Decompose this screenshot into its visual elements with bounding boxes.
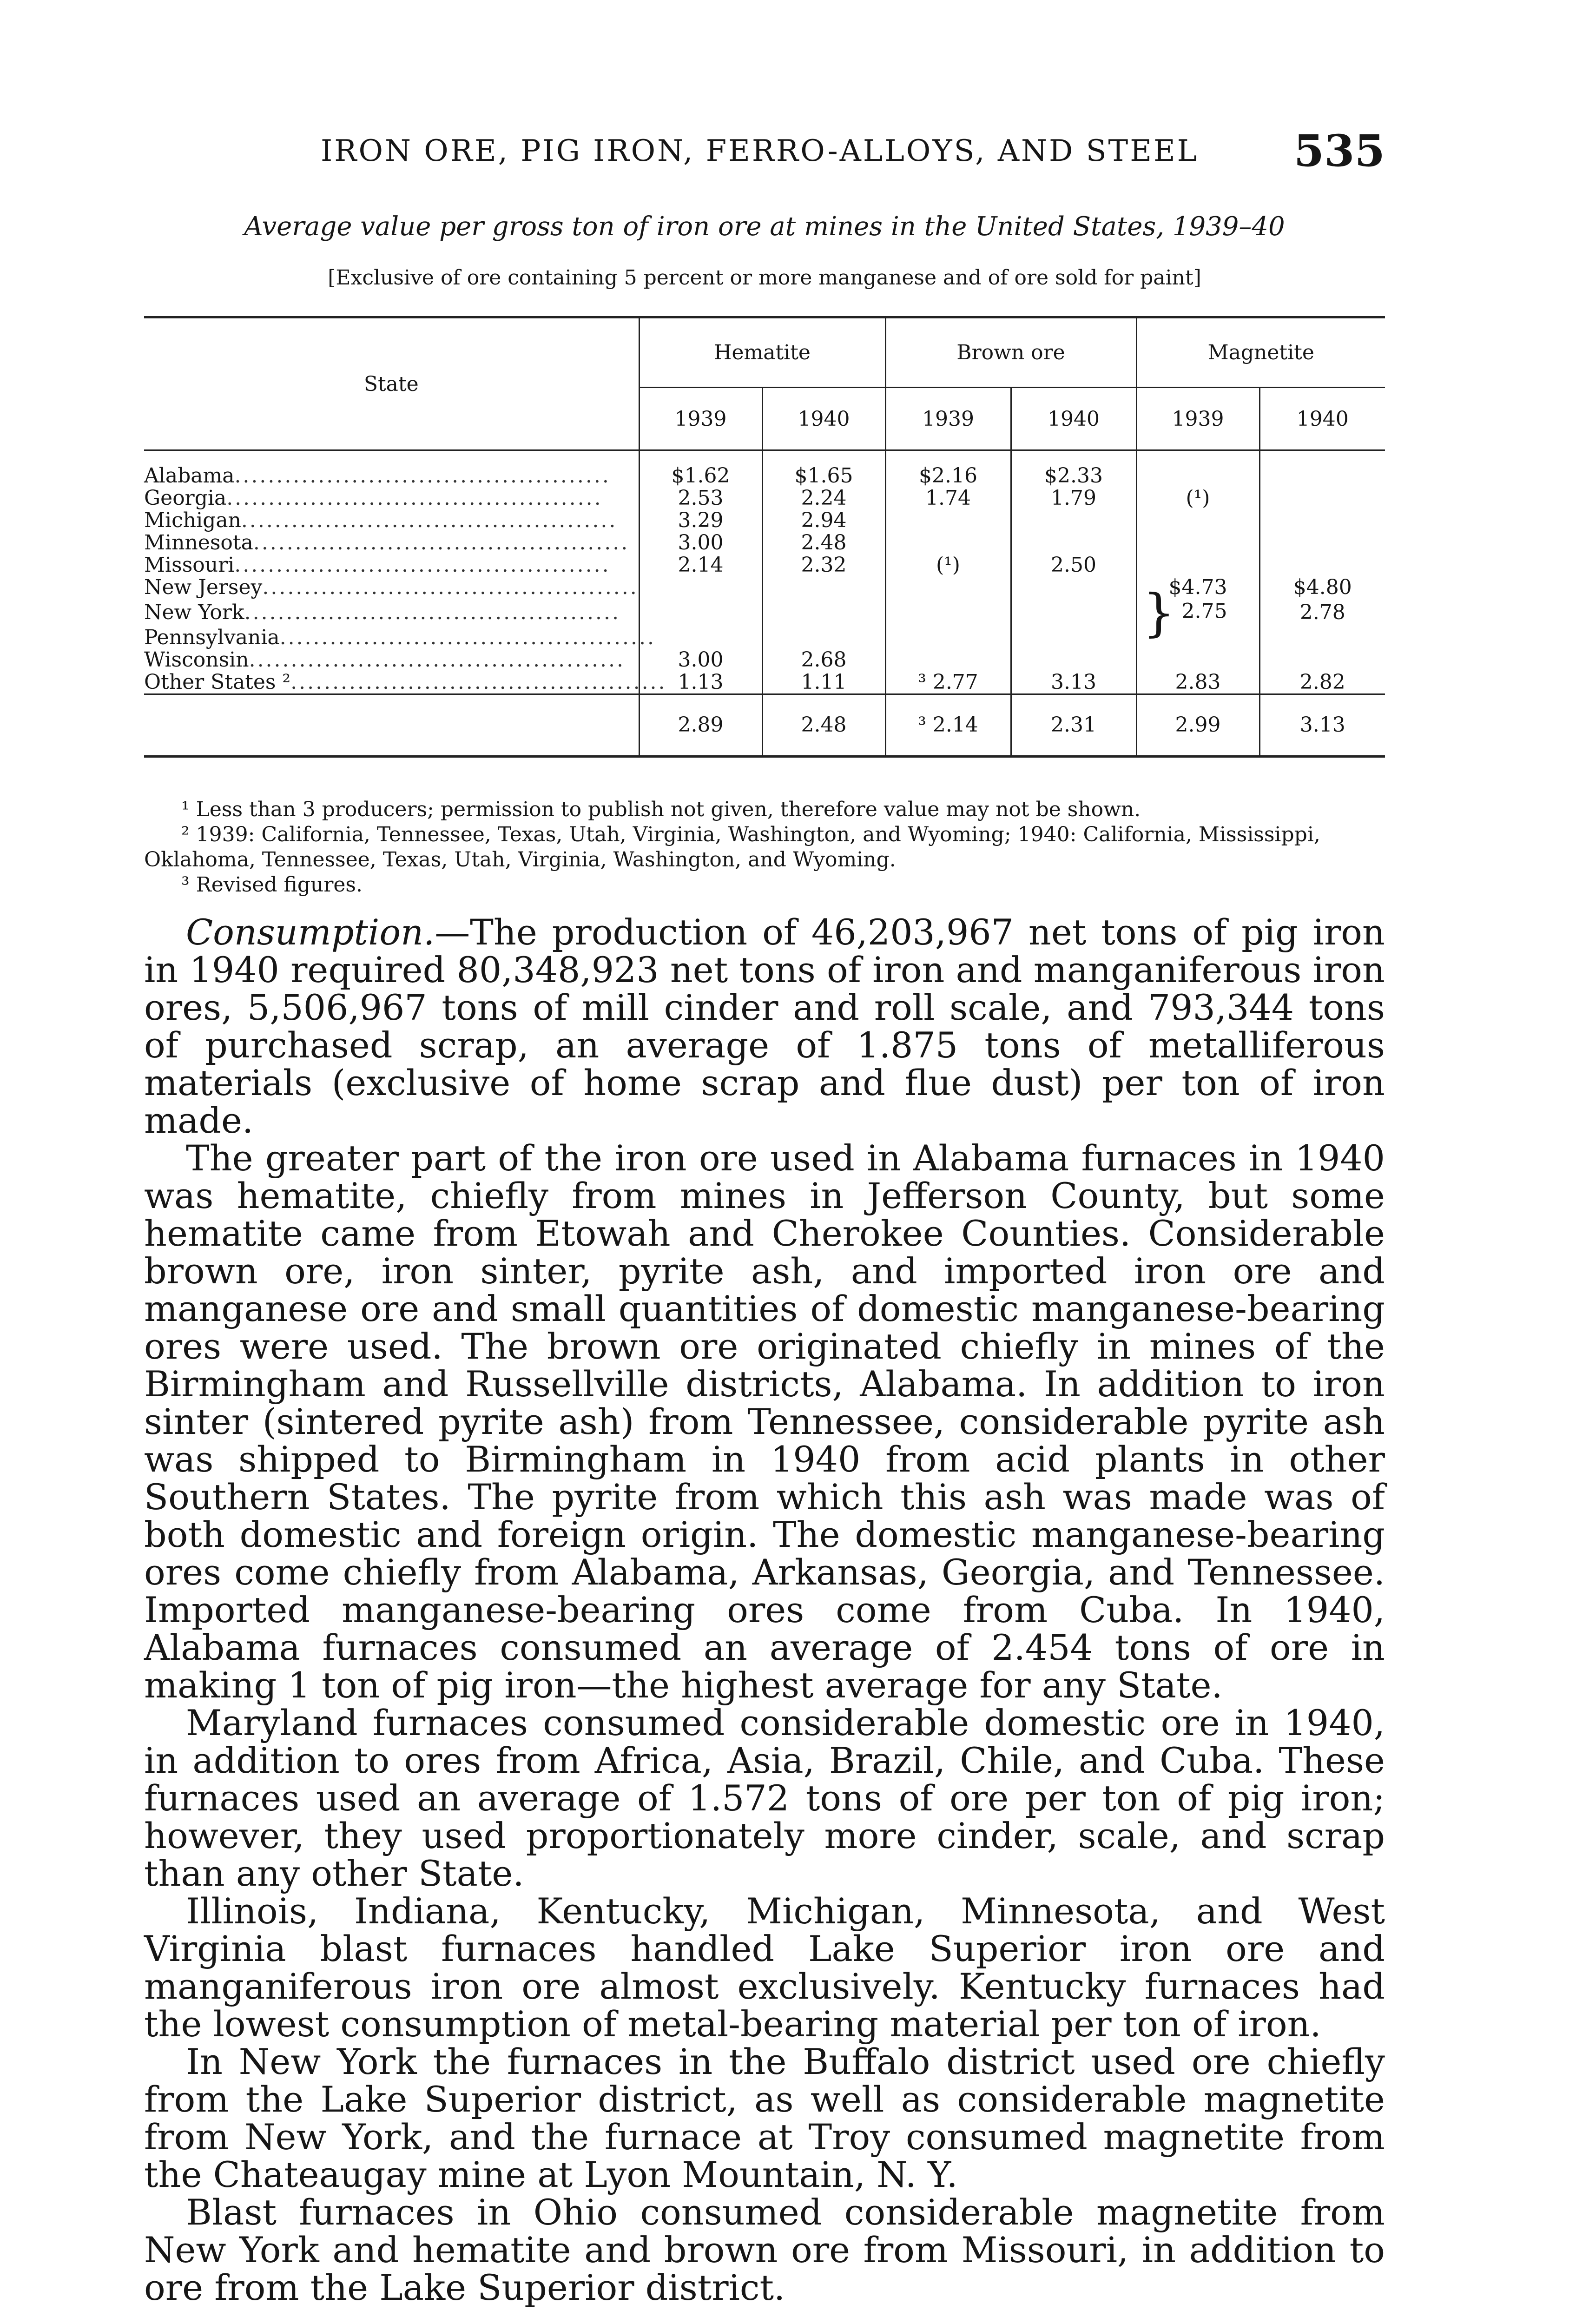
table-cell: 1.79 — [1011, 487, 1136, 509]
table-cell: $2.33 — [1011, 450, 1136, 488]
table-cell: 2.50 — [1011, 554, 1136, 576]
table-cell — [1136, 649, 1259, 671]
table-cell: 3.29 — [639, 509, 762, 532]
table-cell: ³ 2.14 — [885, 694, 1011, 757]
table-cell: 2.31 — [1011, 694, 1136, 757]
table-cell — [1259, 554, 1385, 576]
table-cell: 2.82 — [1259, 671, 1385, 694]
table-cell — [1011, 599, 1136, 627]
table-cell — [1011, 532, 1136, 554]
paragraph-text: —The production of 46,203,967 net tons of pig iron in 1940 required 80,348,923 net tons of iron and manganiferous iron ores, 5,506,967 tons of mill cinder and roll scale, and 793,344 tons of purchased scrap, an average of 1.875 tons of metalliferous materials (exclusive of home scrap and flue dust) per ton of iron made. — [144, 911, 1385, 1141]
state-name: Other States ² — [144, 670, 291, 694]
year-header: 1939 — [885, 388, 1011, 450]
table-cell: 2.68 — [762, 649, 885, 671]
footnote: ² 1939: California, Tennessee, Texas, Utah, Virginia, Washington, and Wyoming; 1940: California, Mississippi, Oklahoma, Tennessee, Texas, Utah, Virginia, Washington, and Wyoming. — [144, 823, 1320, 872]
table-row — [144, 599, 1385, 627]
table-row — [144, 532, 1385, 554]
table-cell — [1259, 627, 1385, 649]
table-cell: 2.99 — [1136, 694, 1259, 757]
table-cell — [885, 649, 1011, 671]
value-table — [144, 316, 1385, 758]
table-row — [144, 509, 1385, 532]
table-row — [144, 554, 1385, 576]
table-cell — [1136, 532, 1259, 554]
state-name: Minnesota — [144, 531, 253, 555]
table-cell — [1136, 509, 1259, 532]
table-cell-value: 2.75 — [1181, 599, 1227, 623]
table-row — [144, 627, 1385, 649]
table-cell: 2.94 — [762, 509, 885, 532]
year-header: 1939 — [639, 388, 762, 450]
table-cell — [144, 694, 639, 757]
state-name: Wisconsin — [144, 648, 249, 672]
state-name: Pennsylvania — [144, 626, 280, 649]
running-head: IRON ORE, PIG IRON, FERRO-ALLOYS, AND STEEL — [321, 134, 1199, 168]
leader-dots: ............................................. — [253, 531, 630, 555]
table-cell: (¹) — [1136, 487, 1259, 509]
state-name: Alabama — [144, 464, 235, 488]
state-name: Michigan — [144, 508, 241, 532]
table-cell — [885, 576, 1011, 599]
leader-dots: ............................................. — [244, 601, 620, 624]
table-cell: 3.00 — [639, 532, 762, 554]
table-cell — [1136, 554, 1259, 576]
table-cell — [639, 599, 762, 627]
table-row — [144, 450, 1385, 488]
table-cell: 2.78 — [1259, 599, 1385, 627]
leader-dots: ............................................. — [279, 626, 656, 649]
table-footnotes — [144, 797, 1385, 898]
table-cell: 1.74 — [885, 487, 1011, 509]
table-cell: 3.13 — [1259, 694, 1385, 757]
table-cell: 2.83 — [1136, 671, 1259, 694]
table-subtitle: [Exclusive of ore containing 5 percent or more manganese and of ore sold for paint] — [328, 266, 1201, 290]
state-name: Missouri — [144, 553, 235, 577]
table-cell: 2.32 — [762, 554, 885, 576]
table-row — [144, 487, 1385, 509]
table-cell: 2.14 — [639, 554, 762, 576]
body-text — [144, 913, 1385, 2306]
table-cell: 2.24 — [762, 487, 885, 509]
brace: } — [1142, 583, 1175, 642]
paragraph: In New York the furnaces in the Buffalo district used ore chiefly from the Lake Superior district, as well as considerable magnetite from New York, and the furnace at Troy consumed magnetite from the Chateaugay mine at Lyon Mountain, N. Y. — [144, 2041, 1385, 2195]
table-row — [144, 671, 1385, 694]
table-cell: (¹) — [885, 554, 1011, 576]
table-cell — [639, 576, 762, 599]
paragraph: Maryland furnaces consumed considerable domestic ore in 1940, in addition to ores from Africa, Asia, Brazil, Chile, and Cuba. These furnaces used an average of 1.572 tons of ore per ton of pig iron; however, they used proportionately more cinder, scale, and scrap than any other State. — [144, 1702, 1385, 1894]
table-cell — [885, 599, 1011, 627]
table-cell: $4.80 — [1259, 576, 1385, 599]
leader-dots: ............................................. — [241, 508, 618, 532]
table-cell — [639, 627, 762, 649]
table-row — [144, 576, 1385, 599]
table-cell: 1.11 — [762, 671, 885, 694]
state-name: New Jersey — [144, 575, 263, 599]
table-cell: 2.48 — [762, 694, 885, 757]
table-cell: 1.13 — [639, 671, 762, 694]
table-cell — [1259, 509, 1385, 532]
table-cell: 2.48 — [762, 532, 885, 554]
state-name: Georgia — [144, 486, 227, 510]
table-cell — [1011, 576, 1136, 599]
leader-dots: ............................................. — [290, 670, 667, 694]
leader-dots: ............................................. — [234, 553, 611, 577]
leader-dots: ............................................. — [226, 486, 603, 510]
table-cell — [762, 576, 885, 599]
year-header: 1940 — [1011, 388, 1136, 450]
state-name: New York — [144, 601, 244, 624]
year-header: 1940 — [1259, 388, 1385, 450]
table-row — [144, 649, 1385, 671]
table-cell: 3.00 — [639, 649, 762, 671]
paragraph: The greater part of the iron ore used in Alabama furnaces in 1940 was hematite, chiefly from mines in Jefferson County, but some hematite came from Etowah and Cherokee Counties. Considerable brown ore, iron sinter, pyrite ash, and imported iron ore and manganese ore and small quantities of domestic manganese-bearing ores were used. The brown ore originated chiefly in mines of the Birmingham and Russellville districts, Alabama. In addition to iron sinter (sintered pyrite ash) from Tennessee, considerable pyrite ash was shipped to Birmingham in 1940 from acid plants in other Southern States. The pyrite from which this ash was made was of both domestic and foreign origin. The domestic manganese-bearing ores come chiefly from Alabama, Arkansas, Georgia, and Tennessee. Imported manganese-bearing ores come from Cuba. In 1940, Alabama furnaces consumed an average of 2.454 tons of ore in making 1 ton of pig iron—the highest average for any State. — [144, 1137, 1385, 1706]
state-column-header: State — [144, 317, 639, 450]
table-cell — [1011, 649, 1136, 671]
table-title: Average value per gross ton of iron ore at mines in the United States, 1939–40 — [244, 211, 1285, 242]
table-cell — [762, 627, 885, 649]
table-cell — [885, 627, 1011, 649]
table-cell — [1259, 532, 1385, 554]
table-cell — [885, 532, 1011, 554]
table-cell — [1011, 627, 1136, 649]
footnote: ¹ Less than 3 producers; permission to publish not given, therefore value may not be shown. — [181, 798, 1141, 821]
table-cell: $1.65 — [762, 450, 885, 488]
table-cell: 2.53 — [639, 487, 762, 509]
table-cell — [1011, 509, 1136, 532]
hematite-header: Hematite — [639, 317, 885, 388]
magnetite-header: Magnetite — [1136, 317, 1385, 388]
table-cell: $1.62 — [639, 450, 762, 488]
table-cell — [1259, 450, 1385, 488]
year-header: 1939 — [1136, 388, 1259, 450]
table-cell: ³ 2.77 — [885, 671, 1011, 694]
brown-ore-header: Brown ore — [885, 317, 1136, 388]
table-cell: $4.73 — [1136, 576, 1259, 599]
table-cell: 2.89 — [639, 694, 762, 757]
table-cell: 3.13 — [1011, 671, 1136, 694]
page-number: 535 — [1293, 125, 1385, 177]
table-cell — [1259, 487, 1385, 509]
page-header — [144, 125, 1385, 177]
table-cell — [885, 509, 1011, 532]
table-cell — [762, 599, 885, 627]
table-total-row — [144, 694, 1385, 757]
table-cell — [1259, 649, 1385, 671]
section-run-in: Consumption. — [186, 911, 435, 953]
year-header: 1940 — [762, 388, 885, 450]
leader-dots: ............................................. — [234, 464, 611, 488]
paragraph: Illinois, Indiana, Kentucky, Michigan, Minnesota, and West Virginia blast furnaces handled Lake Superior iron ore and manganiferous iron ore almost exclusively. Kentucky furnaces had the lowest consumption of metal-bearing material per ton of iron. — [144, 1890, 1385, 2045]
leader-dots: ............................................. — [262, 575, 639, 599]
table-cell — [1136, 450, 1259, 488]
footnote: ³ Revised figures. — [181, 873, 363, 897]
leader-dots: ............................................. — [249, 648, 625, 672]
paragraph: Blast furnaces in Ohio consumed considerable magnetite from New York and hematite and brown ore from Missouri, in addition to ore from the Lake Superior district. — [144, 2192, 1385, 2308]
paragraph — [144, 913, 1385, 1139]
table-cell: $2.16 — [885, 450, 1011, 488]
